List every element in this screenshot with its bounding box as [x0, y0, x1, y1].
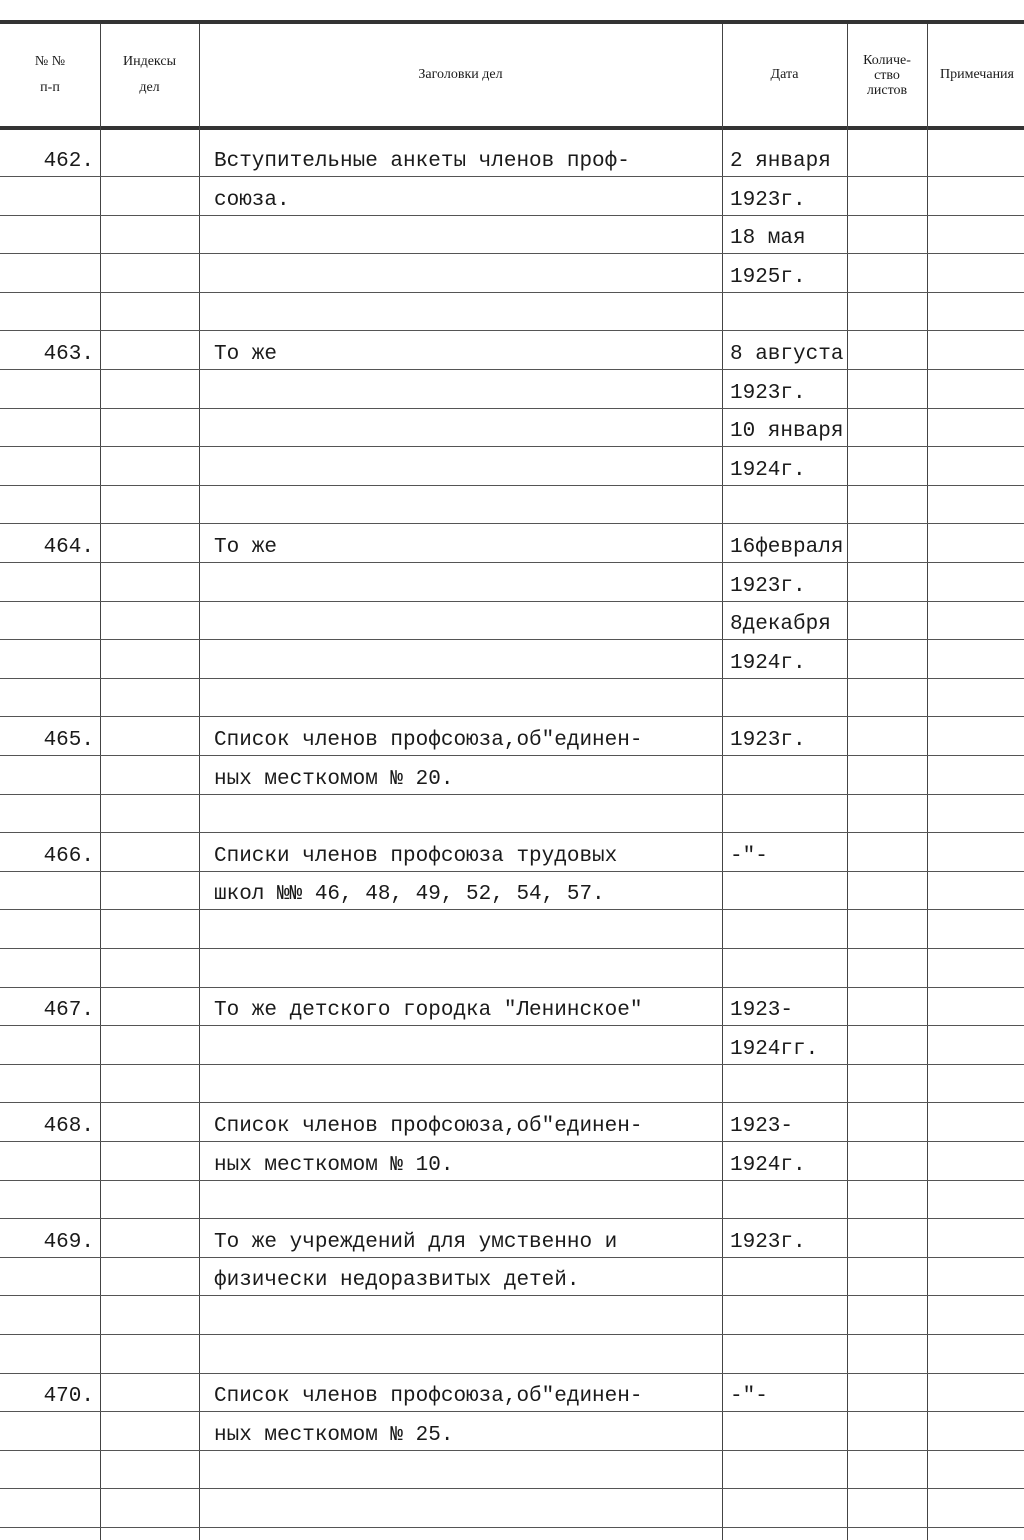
table-row-entry: [0, 987, 1024, 1026]
table-row-continuation: [0, 910, 1024, 949]
table-row-continuation: [0, 447, 1024, 486]
table-row-entry: [0, 717, 1024, 756]
entry-title: ных месткомом № 10.: [214, 1153, 454, 1177]
entry-date: 1923г.: [730, 1230, 806, 1254]
entry-date: 18 мая: [730, 227, 806, 251]
table-row-continuation: [0, 1180, 1024, 1219]
table-row-continuation: [0, 1450, 1024, 1489]
entry-date: 1924гг.: [730, 1037, 819, 1061]
entry-date: 1923г.: [730, 574, 806, 598]
table-row-entry: [0, 331, 1024, 370]
entry-date: 1923-: [730, 999, 794, 1023]
table-row-entry: [0, 833, 1024, 872]
table-row-continuation: [0, 254, 1024, 293]
table-row-continuation: [0, 1026, 1024, 1065]
table-row-continuation: [0, 678, 1024, 717]
table-row-continuation: [0, 215, 1024, 254]
table-row-continuation: [0, 1489, 1024, 1528]
entry-date: -"-: [730, 1385, 768, 1409]
entry-title: ных месткомом № 25.: [214, 1423, 454, 1447]
header-index-line: дел: [139, 80, 160, 95]
entry-number: 468.: [43, 1115, 94, 1138]
entry-title: То же детского городка "Ленинское": [214, 999, 643, 1023]
entry-number: 463.: [43, 343, 94, 366]
entry-date: 10 января: [730, 420, 844, 444]
entry-date: 1923-: [730, 1115, 794, 1138]
header-index: [100, 30, 199, 120]
entry-date: 1924г.: [730, 1153, 806, 1177]
entry-number: 464.: [43, 536, 94, 559]
table-row-continuation: [0, 1296, 1024, 1335]
table-row-continuation: [0, 871, 1024, 910]
entry-date: 1923г.: [730, 188, 806, 212]
entry-number: 466.: [43, 844, 94, 868]
entry-title: То же: [214, 536, 278, 559]
table-row-continuation: [0, 1257, 1024, 1296]
entry-title: Список членов профсоюза,об"единен-: [214, 729, 643, 752]
header-index-line: Индексы: [122, 54, 176, 69]
header-notes: [927, 30, 1024, 120]
table-row-entry: [0, 1103, 1024, 1142]
table-row-continuation: [0, 370, 1024, 409]
entry-date: 2 января: [730, 150, 831, 173]
table-row-entry: [0, 1373, 1024, 1412]
entry-title: физически недоразвитых детей.: [214, 1269, 580, 1293]
table-row-entry: [0, 524, 1024, 563]
entry-number: 469.: [43, 1230, 94, 1254]
header-num: [0, 30, 100, 120]
entry-date: 1923г.: [730, 381, 806, 405]
table-row-entry: [0, 138, 1024, 177]
entry-date: 8декабря: [730, 613, 831, 637]
entry-title: союза.: [214, 188, 290, 212]
entry-title: То же: [214, 343, 278, 366]
entry-title: ных месткомом № 20.: [214, 767, 454, 791]
entry-date: 1925г.: [730, 265, 806, 289]
entry-number: 462.: [43, 150, 94, 173]
table-row-continuation: [0, 563, 1024, 602]
header-title: [199, 30, 722, 120]
table-row-continuation: [0, 640, 1024, 679]
entry-date: 1924г.: [730, 458, 806, 482]
entry-title: Список членов профсоюза,об"единен-: [214, 1115, 643, 1138]
header-count: [847, 30, 927, 120]
table-row-continuation: [0, 177, 1024, 216]
table-row-continuation: [0, 1064, 1024, 1103]
table-row-continuation: [0, 1412, 1024, 1451]
header-num-line: № №: [34, 54, 66, 69]
header-count-line: ство: [874, 67, 900, 83]
table-row-continuation: [0, 1335, 1024, 1374]
table-row-continuation: [0, 292, 1024, 331]
table-row-continuation: [0, 756, 1024, 795]
table-row-entry: [0, 1219, 1024, 1258]
table-row-continuation: [0, 949, 1024, 988]
header-count-line: листов: [866, 82, 908, 98]
header-rule: [0, 126, 1024, 130]
table-row-continuation: [0, 408, 1024, 447]
entry-date: 1923г.: [730, 729, 806, 752]
table-row-continuation: [0, 601, 1024, 640]
header-date-text: Дата: [770, 67, 799, 82]
entry-title: Списки членов профсоюза трудовых: [214, 844, 618, 868]
top-rule: [0, 20, 1024, 24]
entry-date: -"-: [730, 844, 768, 868]
entry-number: 470.: [43, 1385, 94, 1409]
entry-date: 1924г.: [730, 651, 806, 675]
entry-date: 16февраля: [730, 536, 844, 559]
table-row-continuation: [0, 794, 1024, 833]
entry-title: школ №№ 46, 48, 49, 52, 54, 57.: [214, 883, 605, 907]
entry-title: То же учреждений для умственно и: [214, 1230, 618, 1254]
header-count-line: Количе-: [863, 52, 911, 68]
header-date: [722, 30, 847, 120]
table-row-continuation: [0, 485, 1024, 524]
table-row-continuation: [0, 1142, 1024, 1181]
header-notes-text: Примечания: [939, 67, 1014, 82]
header-title-text: Заголовки дел: [418, 67, 503, 82]
entry-title: Вступительные анкеты членов проф-: [214, 150, 630, 173]
entry-title: Список членов профсоюза,об"единен-: [214, 1385, 643, 1409]
entry-date: 8 августа: [730, 343, 844, 366]
entry-number: 467.: [43, 999, 94, 1023]
entry-number: 465.: [43, 729, 94, 752]
header-num-line: п-п: [40, 80, 60, 95]
